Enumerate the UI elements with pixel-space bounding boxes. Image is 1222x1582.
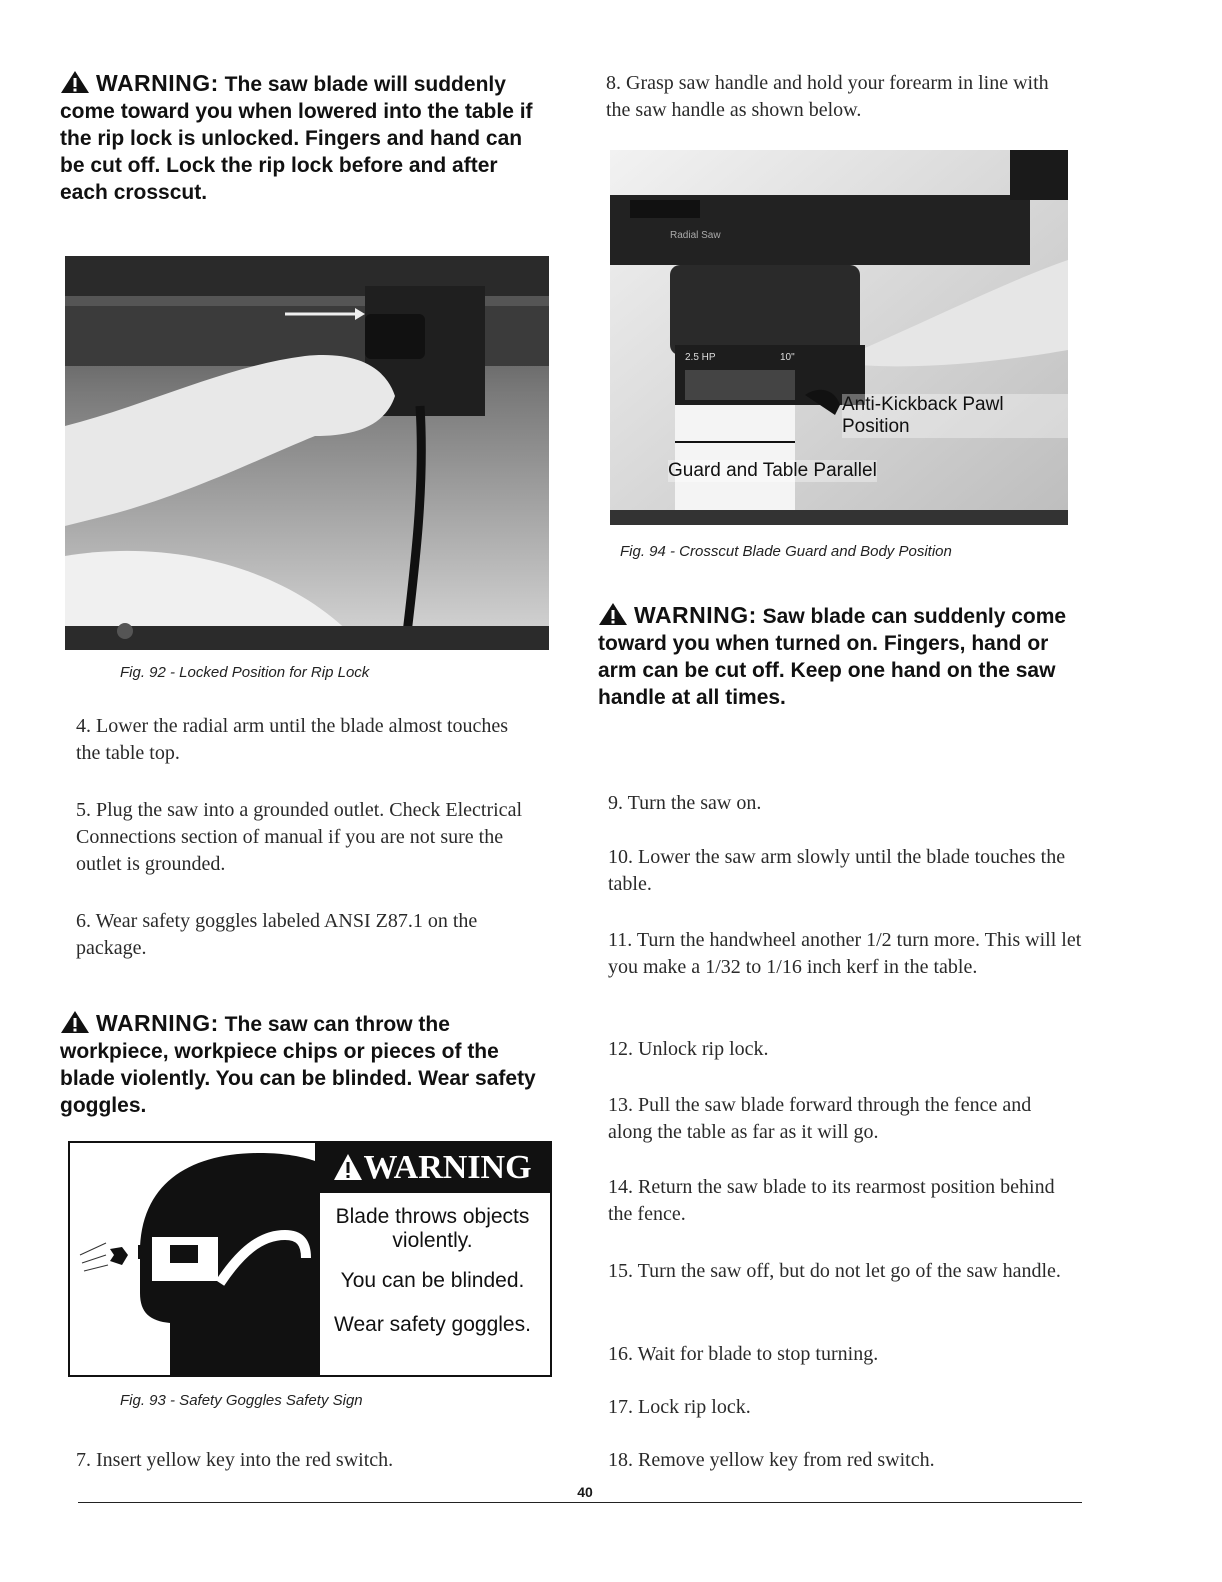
step-7: 7. Insert yellow key into the red switch.	[76, 1449, 394, 1471]
warning-triangle-icon	[598, 602, 628, 626]
label-anti-kickback-pawl: Anti-Kickback Pawl Position	[842, 394, 1068, 438]
page-number: 40	[577, 1484, 593, 1500]
step-18: 18. Remove yellow key from red switch.	[608, 1449, 935, 1471]
step-17: 17. Lock rip lock.	[608, 1396, 751, 1418]
head-with-goggles-icon	[70, 1143, 320, 1375]
step-11: 11. Turn the handwheel another 1/2 turn more. This will let you make a 1/32 to 1/16 inch kerf in the table.	[608, 929, 1082, 978]
sign-divider	[315, 1193, 317, 1375]
warning-text: The saw can throw the workpiece, workpiece chips or pieces of the blade violently. You can be blinded. Wear safety goggles.	[60, 1013, 536, 1117]
step-9: 9. Turn the saw on.	[608, 792, 762, 814]
step-16: 16. Wait for blade to stop turning.	[608, 1343, 879, 1365]
footer-rule	[78, 1502, 1082, 1503]
sign-header	[315, 1143, 550, 1193]
step-4: 4. Lower the radial arm until the blade almost touches the table top.	[76, 715, 509, 764]
step-8: 8. Grasp saw handle and hold your forearm in line with the saw handle as shown below.	[606, 72, 1049, 121]
label-guard-table-parallel: Guard and Table Parallel	[668, 460, 877, 481]
warning-goggles	[60, 1010, 555, 1119]
warning-turned-on	[598, 602, 1073, 711]
step-6: 6. Wear safety goggles labeled ANSI Z87.1 on the package.	[76, 910, 478, 959]
fig94-photo	[610, 150, 1068, 525]
safety-goggles-sign	[68, 1141, 552, 1377]
fig92-photo	[65, 256, 549, 650]
saw-brand-text: Radial Saw	[670, 230, 721, 241]
step-5: 5. Plug the saw into a grounded outlet. Check Electrical Connections section of manual if you are not sure the outlet is grounded.	[76, 799, 522, 875]
rip-lock-photo-illustration	[65, 256, 549, 650]
sign-line-3: Wear safety goggles.	[334, 1313, 531, 1336]
fig94-caption: Fig. 94 - Crosscut Blade Guard and Body Position	[620, 543, 952, 560]
step-14: 14. Return the saw blade to its rearmost position behind the fence.	[608, 1176, 1055, 1225]
saw-size-text: 10"	[780, 352, 795, 363]
step-12: 12. Unlock rip lock.	[608, 1038, 769, 1060]
step-10: 10. Lower the saw arm slowly until the blade touches the table.	[608, 846, 1066, 895]
step-13: 13. Pull the saw blade forward through the fence and along the table as far as it will go.	[608, 1094, 1032, 1143]
sign-line-1: Blade throws objects violently.	[335, 1205, 530, 1252]
fig92-caption: Fig. 92 - Locked Position for Rip Lock	[120, 664, 370, 681]
warning-label: WARNING:	[96, 70, 219, 96]
sign-header-text: WARNING	[363, 1149, 532, 1186]
warning-text: Saw blade can suddenly come toward you when turned on. Fingers, hand or arm can be cut off. Keep one hand on the saw handle at all times.	[598, 605, 1067, 709]
sign-line-2: You can be blinded.	[340, 1269, 525, 1292]
fig93-caption: Fig. 93 - Safety Goggles Safety Sign	[120, 1392, 363, 1409]
warning-label: WARNING:	[634, 602, 757, 628]
warning-triangle-icon	[60, 70, 90, 94]
warning-triangle-icon	[333, 1153, 363, 1181]
warning-triangle-icon	[60, 1010, 90, 1034]
step-15: 15. Turn the saw off, but do not let go of the saw handle.	[608, 1260, 1061, 1282]
warning-label: WARNING:	[96, 1010, 219, 1036]
warning-text: The saw blade will suddenly come toward you when lowered into the table if the rip lock is unlocked. Fingers and hand can be cut off. Lock the rip lock before and after each crosscut.	[60, 73, 533, 204]
warning-rip-lock	[60, 70, 540, 206]
saw-hp-text: 2.5 HP	[685, 352, 716, 363]
